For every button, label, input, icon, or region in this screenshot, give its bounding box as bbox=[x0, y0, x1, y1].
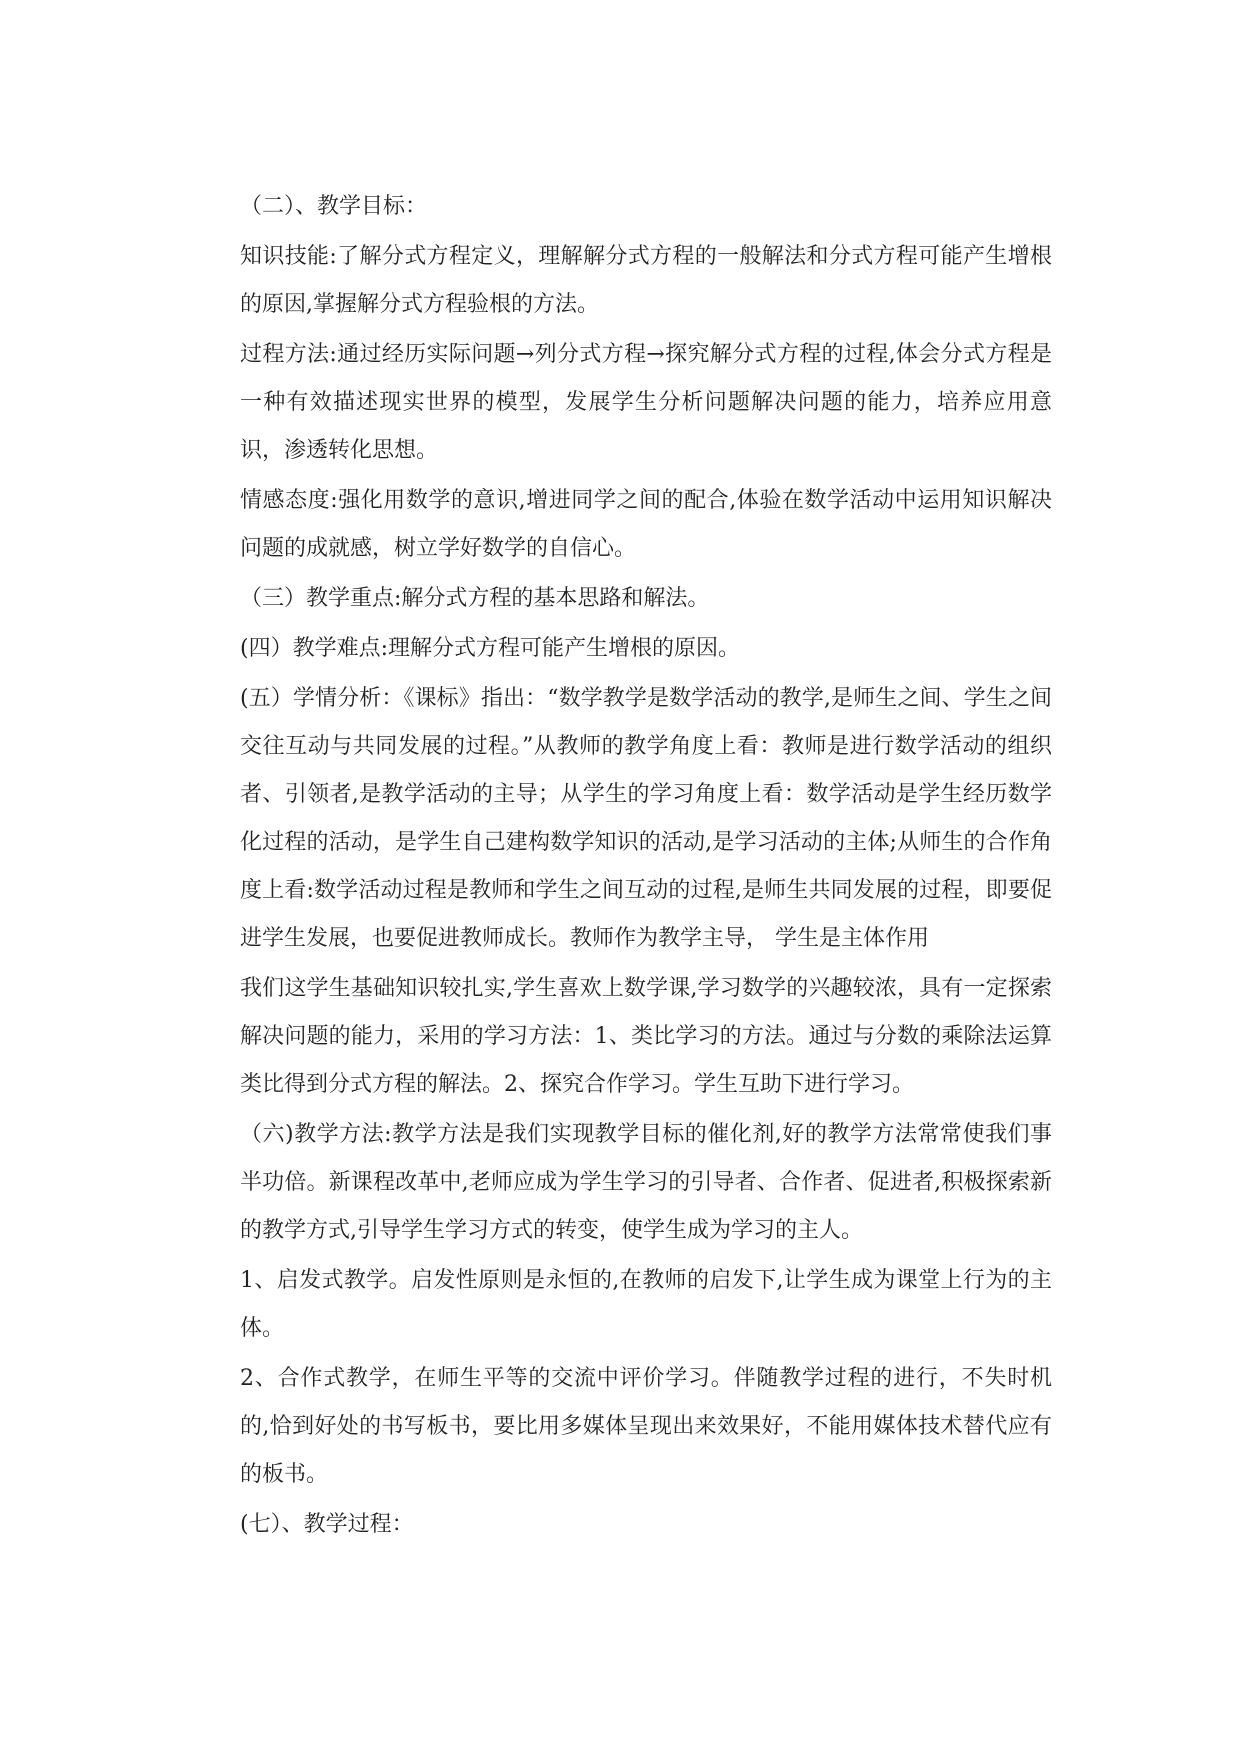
paragraph-emotion-attitude: 情感态度:强化用数学的意识,增进同学之间的配合,体验在数学活动中运用知识解决问题的成就感，树立学好数学的自信心。 bbox=[240, 488, 1052, 561]
paragraph-student-basis: 我们这学生基础知识较扎实,学生喜欢上数学课,学习数学的兴趣较浓，具有一定探索解决问题的能力，采用的学习方法：1、类比学习的方法。通过与分数的乘除法运算类比得到分式方程的解法。2、探究合作学习。学生互助下进行学习。 bbox=[240, 976, 1052, 1097]
document-body bbox=[240, 183, 1052, 1551]
paragraph-teaching-difficulty: (四）教学难点:理解分式方程可能产生增根的原因。 bbox=[240, 636, 740, 661]
paragraph-teaching-focus: （三）教学重点:解分式方程的基本思路和解法。 bbox=[240, 586, 710, 611]
paragraph-teaching-methods: （六)教学方法:教学方法是我们实现教学目标的催化剂,好的教学方法常常使我们事半功倍。新课程改革中,老师应成为学生学习的引导者、合作者、促进者,积极探索新的教学方式,引导学生学习方式的转变，使学生成为学习的主人。 bbox=[240, 1122, 1052, 1243]
paragraph-cooperative-teaching: 2、合作式教学，在师生平等的交流中评价学习。伴随教学过程的进行，不失时机的,恰到好处的书写板书，要比用多媒体呈现出来效果好，不能用媒体技术替代应有的板书。 bbox=[240, 1366, 1052, 1487]
section-heading-teaching-process: (七）、教学过程： bbox=[240, 1512, 414, 1537]
paragraph-knowledge-skills: 知识技能:了解分式方程定义，理解解分式方程的一般解法和分式方程可能产生增根的原因,掌握解分式方程验根的方法。 bbox=[240, 244, 1052, 317]
paragraph-heuristic-teaching: 1、启发式教学。启发性原则是永恒的,在教师的启发下,让学生成为课堂上行为的主体。 bbox=[240, 1268, 1052, 1341]
paragraph-process-methods: 过程方法:通过经历实际问题→列分式方程→探究解分式方程的过程,体会分式方程是一种有效描述现实世界的模型，发展学生分析问题解决问题的能力，培养应用意识，渗透转化思想。 bbox=[240, 342, 1052, 463]
section-heading-objectives: （二）、教学目标： bbox=[240, 194, 428, 219]
paragraph-learner-analysis: (五）学情分析：《课标》指出：“数学教学是数学活动的教学,是师生之间、学生之间交往互动与共同发展的过程。”从教师的教学角度上看：教师是进行数学活动的组织者、引领者,是教学活动的主导；从学生的学习角度上看：数学活动是学生经历数学化过程的活动，是学生自己建构数学知识的活动,是学习活动的主体;从师生的合作角度上看:数学活动过程是教师和学生之间互动的过程,是师生共同发展的过程，即要促进学生发展，也要促进教师成长。教师作为教学主导， 学生是主体作用 bbox=[240, 686, 1052, 951]
